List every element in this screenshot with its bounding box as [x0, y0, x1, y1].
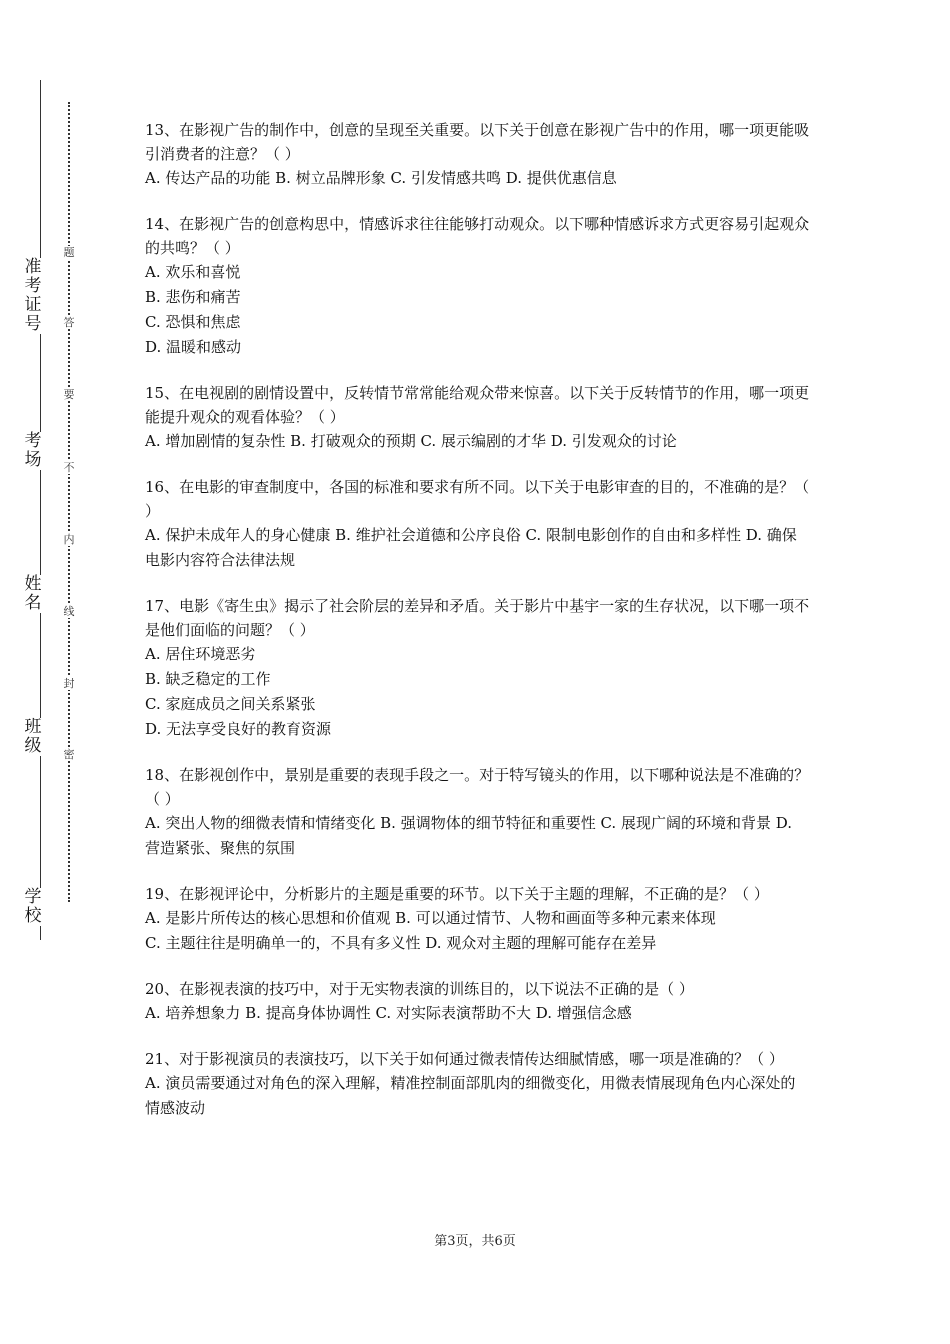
option-line: C. 主题往往是明确单一的，不具有多义性 D. 观众对主题的理解可能存在差异	[145, 934, 657, 952]
question-14	[145, 212, 810, 360]
field-label-class: 班级	[22, 718, 44, 756]
seal-char: 密	[58, 748, 80, 761]
option-b: B. 缺乏稳定的工作	[145, 670, 271, 688]
option-d: D. 无法享受良好的教育资源	[145, 720, 332, 738]
question-13	[145, 118, 810, 191]
field-label-exam-number: 准考证号	[22, 258, 44, 334]
question-text: 14、在影视广告的创意构思中，情感诉求往往能够打动观众。以下哪种情感诉求方式更容易引起观众的共鸣？（ ）	[145, 215, 810, 257]
field-label-exam-room: 考场	[22, 432, 44, 470]
question-16	[145, 475, 810, 573]
option-b: B. 悲伤和痛苦	[145, 288, 241, 306]
question-text: 20、在影视表演的技巧中，对于无实物表演的训练目的，以下说法不正确的是（ ）	[145, 980, 694, 998]
option-line: A. 增加剧情的复杂性 B. 打破观众的预期 C. 展示编剧的才华 D. 引发观众的讨论	[145, 432, 677, 450]
option-line: A. 传达产品的功能 B. 树立品牌形象 C. 引发情感共鸣 D. 提供优惠信息	[145, 169, 617, 187]
question-text: 18、在影视创作中，景别是重要的表现手段之一。对于特写镜头的作用，以下哪种说法是不准确的？（ ）	[145, 766, 810, 808]
field-label-school: 学校	[22, 888, 44, 926]
question-18	[145, 763, 810, 861]
seal-char: 题	[58, 246, 80, 259]
question-19	[145, 882, 810, 956]
page-number: 第3页，共6页	[434, 1234, 516, 1249]
seal-char: 封	[58, 677, 80, 690]
option-line: A. 培养想象力 B. 提高身体协调性 C. 对实际表演帮助不大 D. 增强信念感	[145, 1004, 632, 1022]
question-text: 15、在电视剧的剧情设置中，反转情节常常能给观众带来惊喜。以下关于反转情节的作用，哪一项更能提升观众的观看体验？（ ）	[145, 384, 810, 426]
question-21	[145, 1047, 810, 1121]
seal-char: 要	[58, 388, 80, 401]
seal-char: 线	[58, 605, 80, 618]
option-a: A. 演员需要通过对角色的深入理解，精准控制面部肌肉的细微变化，用微表情展现角色内心深处的情感波动	[145, 1074, 796, 1117]
question-15	[145, 381, 810, 454]
question-text: 17、电影《寄生虫》揭示了社会阶层的差异和矛盾。关于影片中基宇一家的生存状况，以下哪一项不是他们面临的问题？（ ）	[145, 597, 810, 639]
question-text: 16、在电影的审查制度中，各国的标准和要求有所不同。以下关于电影审查的目的，不准确的是？（ ）	[145, 478, 810, 520]
option-c: C. 家庭成员之间关系紧张	[145, 695, 316, 713]
binding-margin	[18, 80, 78, 940]
field-label-name: 姓名	[22, 575, 44, 613]
option-line: A. 突出人物的细微表情和情绪变化 B. 强调物体的细节特征和重要性 C. 展现广阔的环境和背景 D. 营造紧张、聚焦的氛围	[145, 814, 792, 857]
question-17	[145, 594, 810, 742]
option-d: D. 温暖和感动	[145, 338, 242, 356]
option-line: A. 保护未成年人的身心健康 B. 维护社会道德和公序良俗 C. 限制电影创作的自由和多样性 D. 确保电影内容符合法律法规	[145, 526, 797, 569]
option-line: A. 是影片所传达的核心思想和价值观 B. 可以通过情节、人物和画面等多种元素来体现	[145, 909, 716, 927]
binding-dotted-line	[68, 102, 70, 902]
option-a: A. 欢乐和喜悦	[145, 263, 241, 281]
seal-char: 答	[58, 316, 80, 329]
question-text: 19、在影视评论中，分析影片的主题是重要的环节。以下关于主题的理解，不正确的是？（ ）	[145, 885, 769, 903]
binding-solid-line	[40, 80, 41, 940]
option-a: A. 居住环境恶劣	[145, 645, 256, 663]
question-text: 13、在影视广告的制作中，创意的呈现至关重要。以下关于创意在影视广告中的作用，哪一项更能吸引消费者的注意？（ ）	[145, 121, 810, 163]
question-text: 21、对于影视演员的表演技巧，以下关于如何通过微表情传达细腻情感，哪一项是准确的？（ ）	[145, 1050, 784, 1068]
question-list	[145, 118, 810, 1142]
option-c: C. 恐惧和焦虑	[145, 313, 241, 331]
question-20	[145, 977, 810, 1026]
seal-char: 内	[58, 533, 80, 546]
seal-char: 不	[58, 461, 80, 474]
